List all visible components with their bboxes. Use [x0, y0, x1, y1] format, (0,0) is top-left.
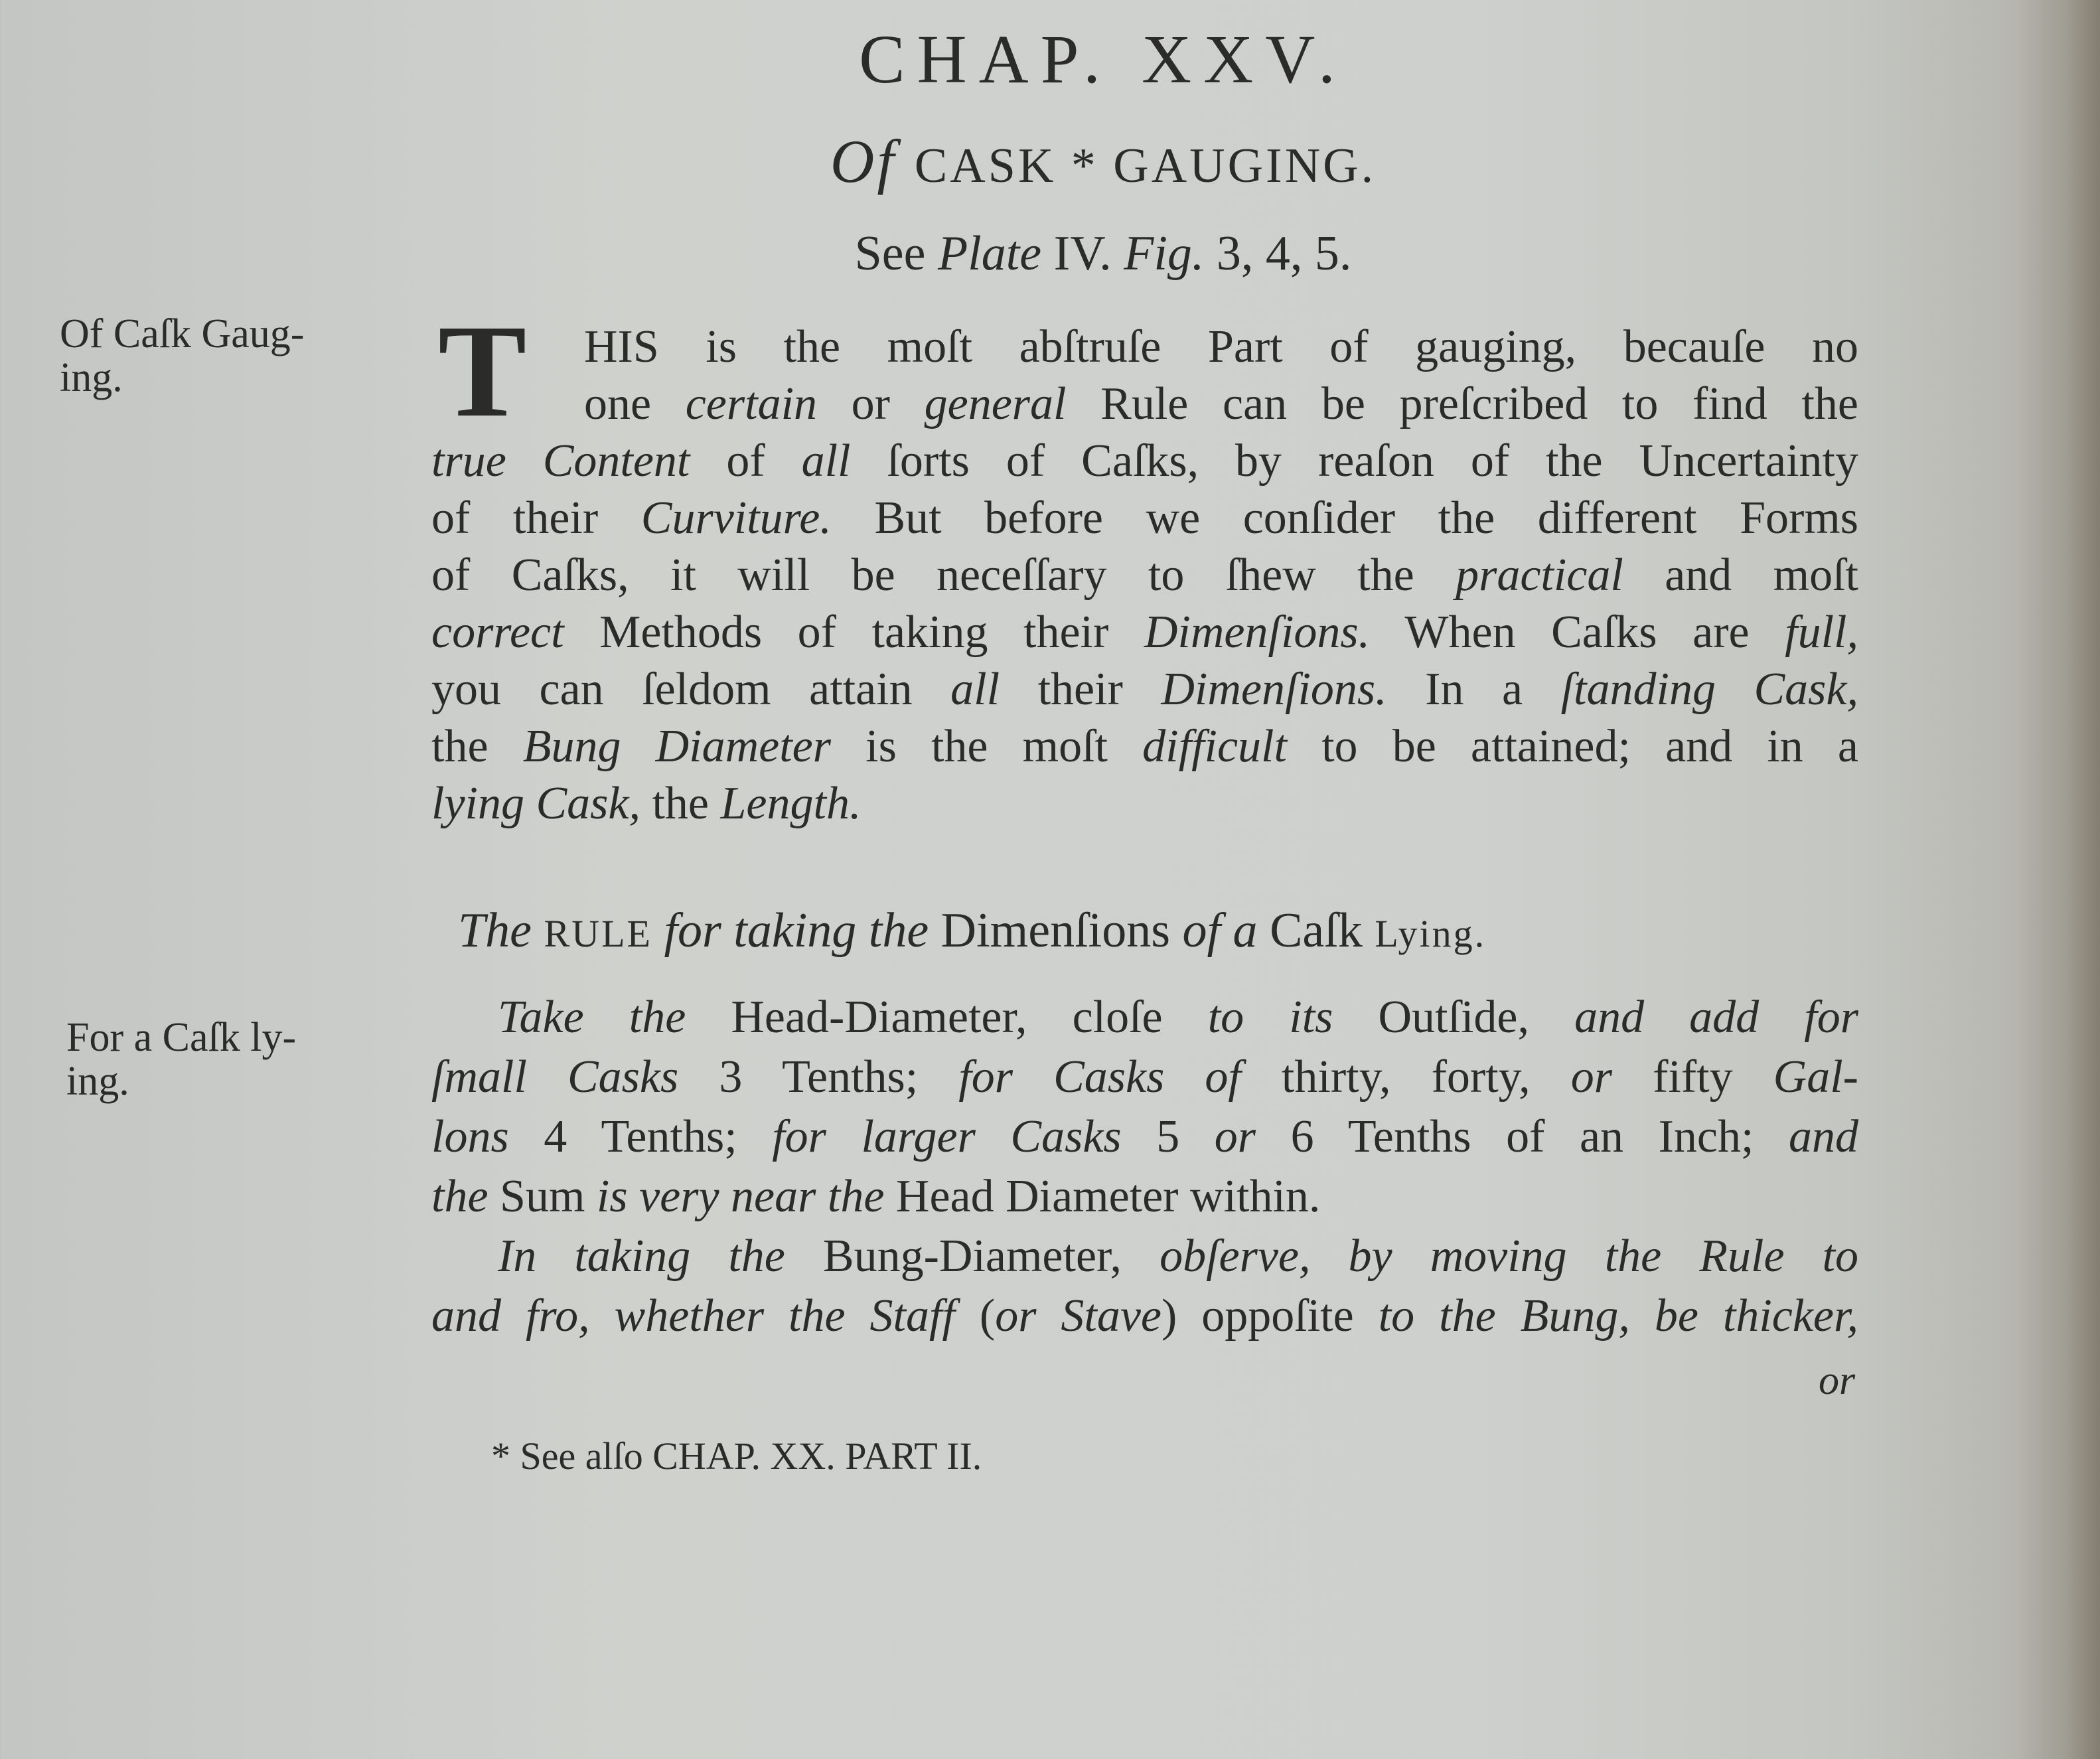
text-segment: Outſide, — [1333, 992, 1575, 1043]
text-segment: ſorts of Caſks, by reaſon of the Uncertainty — [850, 435, 1858, 487]
text-segment: 5 — [1121, 1111, 1215, 1162]
text-segment: 4 Tenths; — [508, 1111, 773, 1162]
catchword: or — [1819, 1358, 1856, 1403]
text-segment: the — [431, 721, 523, 772]
text-line — [431, 661, 1858, 718]
text-segment: When Caſks are — [1370, 607, 1785, 658]
plate-number: IV. — [1053, 226, 1112, 281]
text-segment: practical — [1456, 550, 1623, 601]
margin-line: For a Caſk ly- — [66, 1015, 297, 1060]
text-segment: 6 Tenths of an Inch; — [1256, 1111, 1789, 1162]
text-line — [431, 433, 1858, 490]
text-line — [431, 1168, 1858, 1225]
margin-note-cask-lying — [66, 1016, 296, 1103]
text-segment: is the moſt — [830, 721, 1143, 772]
text-segment: to the Bung, be thicker, — [1378, 1290, 1858, 1341]
text-line — [431, 1109, 1858, 1166]
text-segment: full, — [1785, 607, 1858, 658]
text-segment: In taking the — [498, 1231, 785, 1282]
text-segment: one — [584, 378, 686, 429]
text-line — [431, 1288, 1858, 1345]
title-of: Of — [830, 127, 897, 195]
text-segment: and fro, whether the Staff — [431, 1290, 955, 1341]
rule-heading — [458, 903, 1486, 959]
text-segment: lying Cask, — [431, 778, 640, 829]
text-segment: Methods of taking their — [563, 607, 1144, 658]
title-main: CASK * GAUGING. — [914, 139, 1377, 193]
text-segment: Bung Diameter — [522, 721, 831, 772]
text-segment: Head-Diameter, cloſe — [686, 992, 1208, 1043]
text-segment: to its — [1207, 992, 1333, 1043]
heading-segment: of a — [1182, 903, 1270, 958]
margin-line: ing. — [66, 1059, 129, 1104]
heading-segment: The — [458, 903, 544, 958]
text-segment: or — [817, 378, 925, 429]
drop-cap: T — [438, 298, 527, 445]
plate-reference — [0, 226, 2100, 282]
text-segment: to be attained; and in a — [1286, 721, 1858, 772]
text-segment: all — [950, 664, 1000, 715]
text-segment: Bung-Diameter, — [785, 1231, 1160, 1282]
text-segment: or — [1214, 1111, 1256, 1162]
margin-note-cask-gauging — [60, 312, 304, 400]
text-segment: Take the — [498, 992, 686, 1043]
text-segment: Curviture. — [640, 493, 832, 544]
text-segment: all — [801, 435, 851, 487]
text-segment: fifty — [1612, 1051, 1773, 1103]
text-segment: But before we conſider the different Forms — [831, 493, 1858, 544]
text-segment: Gal- — [1773, 1051, 1858, 1103]
fig-word: Fig. — [1124, 226, 1205, 281]
text-line — [431, 490, 1858, 547]
text-segment: the — [431, 1171, 488, 1222]
text-segment: certain — [685, 378, 818, 429]
text-segment: ſmall Casks — [431, 1051, 679, 1103]
text-segment: or — [1570, 1051, 1612, 1103]
text-segment: or Stave — [995, 1290, 1162, 1341]
text-segment: their — [1000, 664, 1162, 715]
text-segment: you can ſeldom attain — [431, 664, 951, 715]
text-line — [584, 376, 1858, 433]
heading-segment: Dimenſions — [940, 903, 1183, 958]
plate-see: See — [854, 226, 926, 281]
text-segment: HIS is the moſt abſtruſe Part of gauging, becauſe no — [584, 321, 1858, 372]
text-segment: ( — [954, 1290, 996, 1341]
text-segment: obſerve, by moving the Rule to — [1160, 1231, 1859, 1282]
text-segment: Rule can be preſcribed to find the — [1066, 378, 1858, 429]
text-line — [431, 1228, 1858, 1285]
text-segment: ſtanding Cask, — [1560, 664, 1858, 715]
heading-segment: Caſk — [1270, 903, 1375, 958]
text-segment: Head Diameter within. — [884, 1171, 1321, 1222]
text-segment: and — [1789, 1111, 1858, 1162]
text-line — [431, 775, 1858, 832]
margin-line: Of Caſk Gaug- — [60, 311, 305, 356]
text-segment: of their — [431, 493, 641, 544]
text-segment: Sum — [488, 1171, 597, 1222]
chapter-title — [0, 126, 2100, 196]
text-segment: true Content — [431, 435, 690, 487]
text-segment: Dimenſions. — [1144, 607, 1371, 658]
text-segment: lons — [431, 1111, 509, 1162]
chapter-heading: CHAP. XXV. — [859, 21, 1347, 98]
text-line — [431, 604, 1858, 661]
heading-segment: Lying. — [1375, 912, 1487, 955]
footnote: * See alſo CHAP. XX. PART II. — [491, 1434, 982, 1478]
text-line — [431, 1049, 1858, 1106]
text-segment: thirty, forty, — [1240, 1051, 1571, 1103]
plate-word: Plate — [937, 226, 1042, 281]
text-segment: and moſt — [1623, 550, 1859, 601]
text-segment: In a — [1387, 664, 1561, 715]
heading-segment: RULE — [544, 912, 664, 955]
text-segment: ) oppoſite — [1162, 1290, 1379, 1341]
text-segment: correct — [431, 607, 564, 658]
heading-segment: for taking the — [664, 903, 941, 958]
text-segment: is very near the — [596, 1171, 885, 1222]
fig-numbers: 3, 4, 5. — [1216, 226, 1352, 281]
text-line — [431, 989, 1858, 1046]
text-segment: Dimenſions. — [1161, 664, 1387, 715]
text-line — [431, 547, 1858, 604]
text-segment: for larger Casks — [772, 1111, 1122, 1162]
text-segment: general — [924, 378, 1067, 429]
text-line — [584, 319, 1858, 376]
text-line — [431, 718, 1858, 775]
text-segment: and add for — [1574, 992, 1858, 1043]
text-segment: Length. — [720, 778, 862, 829]
margin-line: ing. — [60, 355, 123, 400]
text-segment: the — [640, 778, 721, 829]
text-segment: 3 Tenths; — [678, 1051, 959, 1103]
text-segment: difficult — [1142, 721, 1287, 772]
text-segment: of Caſks, it will be neceſſary to ſhew the — [431, 550, 1456, 601]
text-segment: of — [690, 435, 802, 487]
text-segment: for Casks of — [958, 1051, 1241, 1103]
